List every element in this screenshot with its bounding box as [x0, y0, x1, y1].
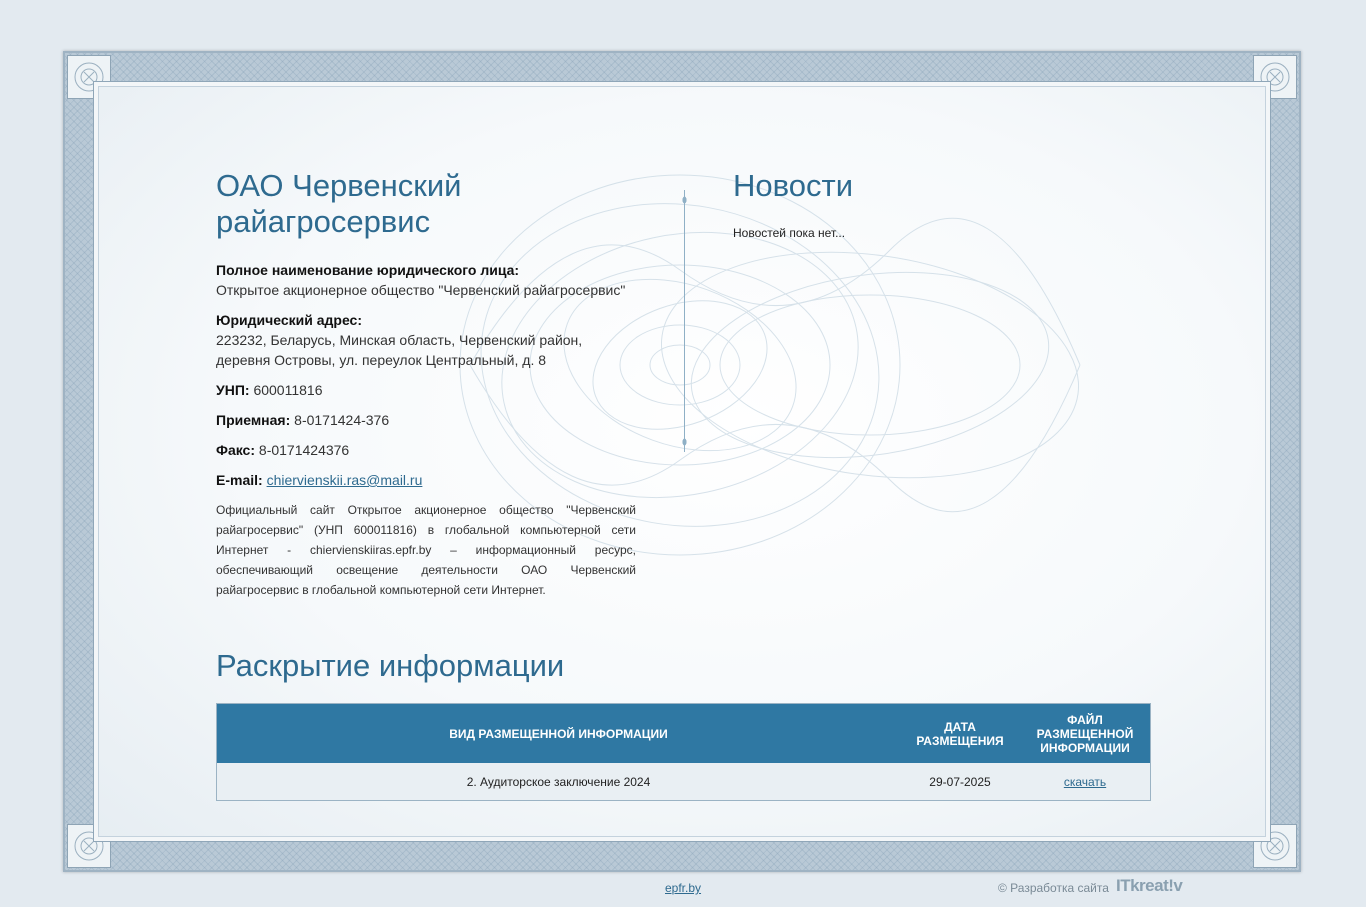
news-empty-text: Новостей пока нет... [733, 226, 846, 240]
full-name-label: Полное наименование юридического лица: [216, 262, 520, 278]
full-name-block [216, 260, 636, 300]
cell-type: 2. Аудиторское заключение 2024 [466, 774, 651, 789]
reception-label: Приемная: [216, 412, 291, 428]
reception-value: 8-0171424-376 [294, 412, 390, 428]
news-title: Новости [733, 168, 854, 203]
company-title: ОАО Червенский райагросервис [216, 168, 462, 239]
site-description: Официальный сайт Открытое акционерное общество "Червенский райагросервис" (УНП 600011816) в глобальной компьютерной сети Интернет - chiervienskiiras.epfr.by – информационный ресурс, обеспечивающий освещение деятельности ОАО Червенский райагросервис в глобальной компьютерной сети Интернет. [216, 503, 636, 597]
column-header-date: ДАТА РАЗМЕЩЕНИЯ [900, 704, 1020, 763]
column-header-file: ФАЙЛ РАЗМЕЩЕННОЙ ИНФОРМАЦИИ [1020, 704, 1150, 763]
footer-developer-text: © Разработка сайта [998, 881, 1109, 895]
unp-label: УНП: [216, 382, 250, 398]
developer-logo[interactable]: ITkreat!v [1116, 876, 1183, 895]
table-header-row [217, 704, 1150, 763]
column-divider [684, 190, 685, 452]
column-header-type: ВИД РАЗМЕЩЕННОЙ ИНФОРМАЦИИ [217, 704, 900, 763]
table-row [217, 763, 1150, 800]
email-label: E-mail: [216, 472, 263, 488]
disclosure-table [216, 703, 1151, 801]
footer-site-link[interactable]: epfr.by [665, 881, 702, 895]
disclosure-title: Раскрытие информации [216, 648, 565, 683]
fax-block [216, 440, 636, 460]
address-value: 223232, Беларусь, Минская область, Червенский район, деревня Островы, ул. переулок Центральный, д. 8 [216, 332, 583, 368]
email-block [216, 470, 636, 490]
unp-value: 600011816 [253, 382, 323, 398]
cell-file [1020, 763, 1150, 800]
download-link[interactable]: скачать [1063, 774, 1107, 789]
address-block [216, 310, 636, 370]
unp-block [216, 380, 636, 400]
email-link[interactable]: chiervienskii.ras@mail.ru [266, 472, 423, 488]
reception-block [216, 410, 636, 430]
full-name-value: Открытое акционерное общество "Червенский райагросервис" [216, 282, 626, 298]
cell-date: 29-07-2025 [929, 774, 991, 789]
address-label: Юридический адрес: [216, 312, 362, 328]
fax-value: 8-0171424376 [258, 442, 350, 458]
fax-label: Факс: [216, 442, 256, 458]
company-info [216, 260, 636, 610]
